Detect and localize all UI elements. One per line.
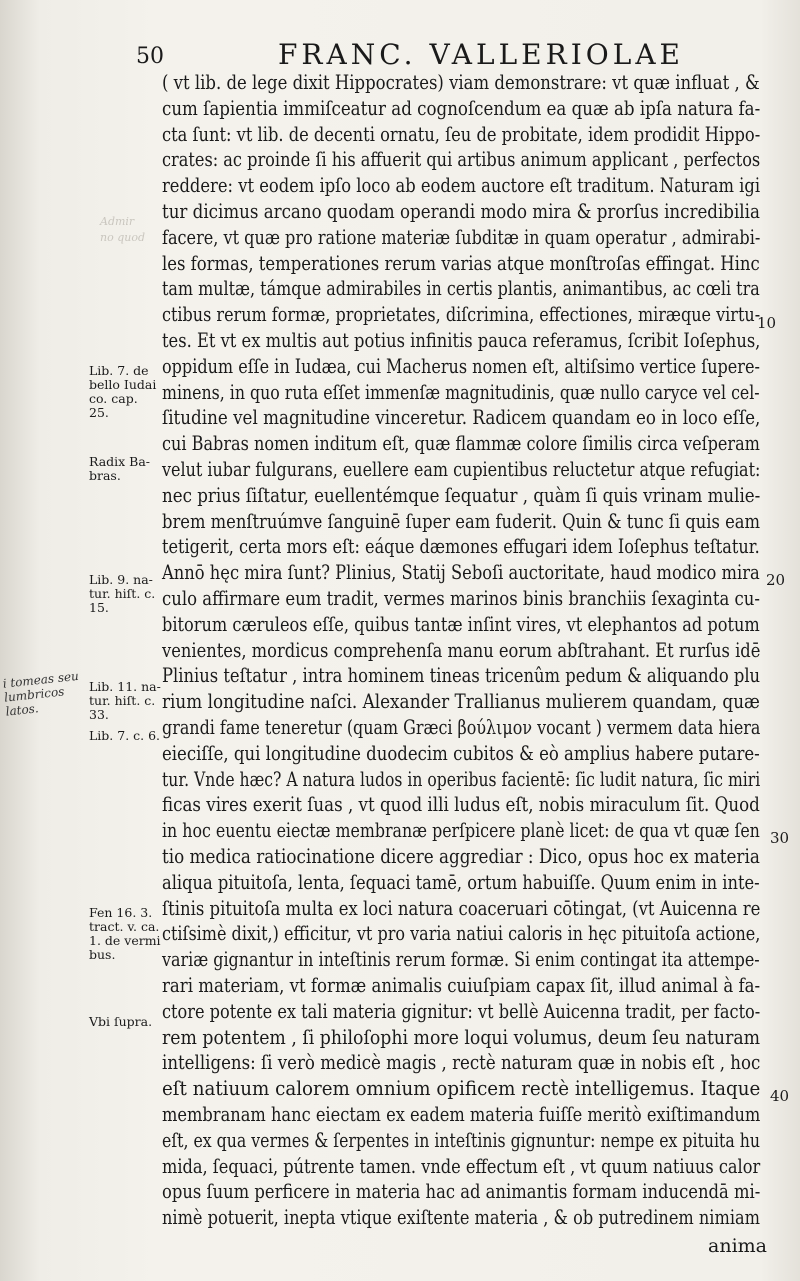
line-marker-10: 10 [757,314,777,332]
text-line: crates: ac proinde ſi his affuerit qui artibus animum applicant , perfectos [162,148,761,172]
text-line: eieciſſe, qui longitudine duodecim cubitos & eò amplius habere putare- [162,741,760,765]
bleed-through-mark: no quod [100,231,145,244]
side-note-radix-babras: Radix Ba- bras. [89,454,151,483]
line-marker-30: 30 [770,829,790,847]
text-line: tur. Vnde hæc? A natura ludos in operibus facientē: ſic ludit natura, ſic miri [162,767,761,791]
side-note-vbi-supra: Vbi ſupra. [89,1014,153,1029]
text-line: Plinius teſtatur , intra hominem tineas tricenûm pedum & aliquando plu [162,664,761,688]
text-line: nimè potuerit, inepta vtique exiſtente materia , & ob putredinem nimiam [162,1206,760,1230]
text-line: membranam hanc eiectam ex eadem materia fuiſſe meritò exiſtimandum [162,1103,761,1126]
text-line: ſtinis pituitoſa multa ex loci natura coaceruari cōtingat, (vt Auicenna re [162,896,761,920]
text-line: rari materiam, vt formæ animalis cuiuſpiam capax ſit, illud animal à fa- [162,974,761,997]
page-number: 50 [136,44,164,69]
text-line: culo affirmare eum tradit, vermes marinos binis branchiis ſexaginta cu- [162,587,760,610]
text-line: ficas vires exerit ſuas , vt quod illi ludus eſt, nobis miraculum ſit. Quod [162,793,760,817]
text-line: oppidum eſſe in Iudæa, cui Macherus nomen eſt, altiſsimo vertice ſupere- [162,354,760,378]
text-line: cui Babras nomen inditum eſt, quæ flammæ colore ſimilis circa veſperam [162,432,760,456]
line-marker-40: 40 [770,1087,790,1105]
text-line: ( vt lib. de lege dixit Hippocrates) viam demonstrare: vt quæ influat , & [162,71,760,94]
text-line: ſitudine vel magnitudine vinceretur. Radicem quandam eo in loco eſſe, [162,406,761,430]
text-line: velut iubar fulgurans, euellere eam cupientibus reluctetur atque refugiat: [162,458,761,481]
text-line: rem potentem , ſi philoſophi more loqui volumus, deum ſeu naturam [162,1025,761,1049]
side-note-plinius-lib9: Lib. 9. na- tur. hiſt. c. 15. [89,572,156,615]
text-line: eſt, ex qua vermes & ſerpentes in inteſtinis gignuntur: nempe ex pituita hu [162,1128,760,1152]
text-line: tur dicimus arcano quodam operandi modo mira & prorſus incredibilia [162,200,760,223]
text-line: in hoc euentu eiectæ membranæ perſpicere planè licet: de qua vt quæ ſen [162,819,760,843]
text-line: nec prius ſiſtatur, euellentémque ſequatur , quàm ſi quis vrinam mulie- [162,483,761,507]
text-line: cum ſapientia immiſceatur ad cognoſcendum ea quæ ab ipſa natura fa- [162,96,761,120]
text-line: grandi fame teneretur (quam Græci βούλιμον vocant ) vermem data hiera [162,716,761,739]
text-line: opus ſuum perficere in materia hac ad animantis formam inducendā mi- [162,1180,761,1204]
text-line: tetigerit, certa mors eſt: eáque dæmones effugari idem Ioſephus teſtatur. [162,535,760,559]
text-line: brem menſtruúmve ſanguinē ſuper eam fuderit. Quin & tunc ſi quis eam [162,509,761,533]
running-head: FRANC. VALLERIOLAE [278,38,684,71]
text-line: cta ſunt: vt lib. de decenti ornatu, ſeu de probitate, idem prodidit Hippo- [162,122,761,146]
side-note-trallianus: Lib. 7. c. 6. [89,728,161,743]
side-note-auicenna: Fen 16. 3. tract. v. ca. 1. de vermi bus. [89,905,161,962]
side-note-plinius-lib11: Lib. 11. na- tur. hiſt. c. 33. [89,679,161,722]
text-line: bitorum cæruleos eſſe, quibus tantæ inſint vires, vt elephantos ad potum [162,612,760,636]
text-line: tio medica ratiocinatione dicere aggrediar : Dico, opus hoc ex materia [162,845,760,868]
text-line: variæ gignantur in inteſtinis rerum formæ. Si enim contingat ita attempe- [162,948,760,972]
text-line: ctiſsimè dixit,) efficitur, vt pro varia natiui caloris in hęc pituitoſa actione, [162,922,761,946]
catchword: anima [708,1235,767,1257]
text-line: tes. Et vt ex multis aut potius infinitis pauca referamus, ſcribit Ioſephus, [162,329,761,352]
text-line: tam multæ, támque admirabiles in certis plantis, animantibus, ac cœli tra [162,277,760,301]
text-line: aliqua pituitoſa, lenta, ſequaci tamē, ortum habuiſſe. Quum enim in inte- [162,870,760,894]
text-line: ctore potente ex tali materia gignitur: vt bellè Auicenna tradit, per facto- [162,999,761,1023]
text-line: facere, vt quæ pro ratione materiæ ſubditæ in quam operatur , admirabi- [162,225,761,249]
bleed-through-mark: Admir [100,215,135,228]
text-line: rium longitudine naſci. Alexander Trallianus mulierem quandam, quæ [162,690,760,714]
text-line: reddere: vt eodem ipſo loco ab eodem auctore eſt traditum. Naturam igi [162,174,761,198]
text-line: les formas, temperationes rerum varias atque monſtroſas effingat. Hinc [162,251,760,275]
line-marker-20: 20 [766,571,786,589]
side-note-josephus: Lib. 7. de bello Iudai co. cap. 25. [89,363,157,420]
text-line: mida, ſequaci, pútrente tamen. vnde effectum eſt , vt quum natiuus calor [162,1154,761,1178]
text-line: eſt natiuum calorem omnium opificem rectè intelligemus. Itaque [162,1077,761,1101]
text-line: ctibus rerum formæ, proprietates, diſcrimina, effectiones, miræque virtu- [162,303,761,327]
text-line: minens, in quo ruta eſſet immenſæ magnitudinis, quæ nullo caryce vel cel- [162,380,760,404]
text-line: Annō hęc mira ſunt? Plinius, Statij Seboſi auctoritate, haud modico mira [162,561,760,585]
text-line: venientes, mordicus comprehenſa manu eorum abſtrahant. Et rurſus idē [162,638,761,662]
text-line: intelligens: ſi verò medicè magis , rectè naturam quæ in nobis eſt , hoc [162,1051,761,1075]
handwritten-margin-note: i tomeas seu lumbricos latos. [2,668,80,719]
